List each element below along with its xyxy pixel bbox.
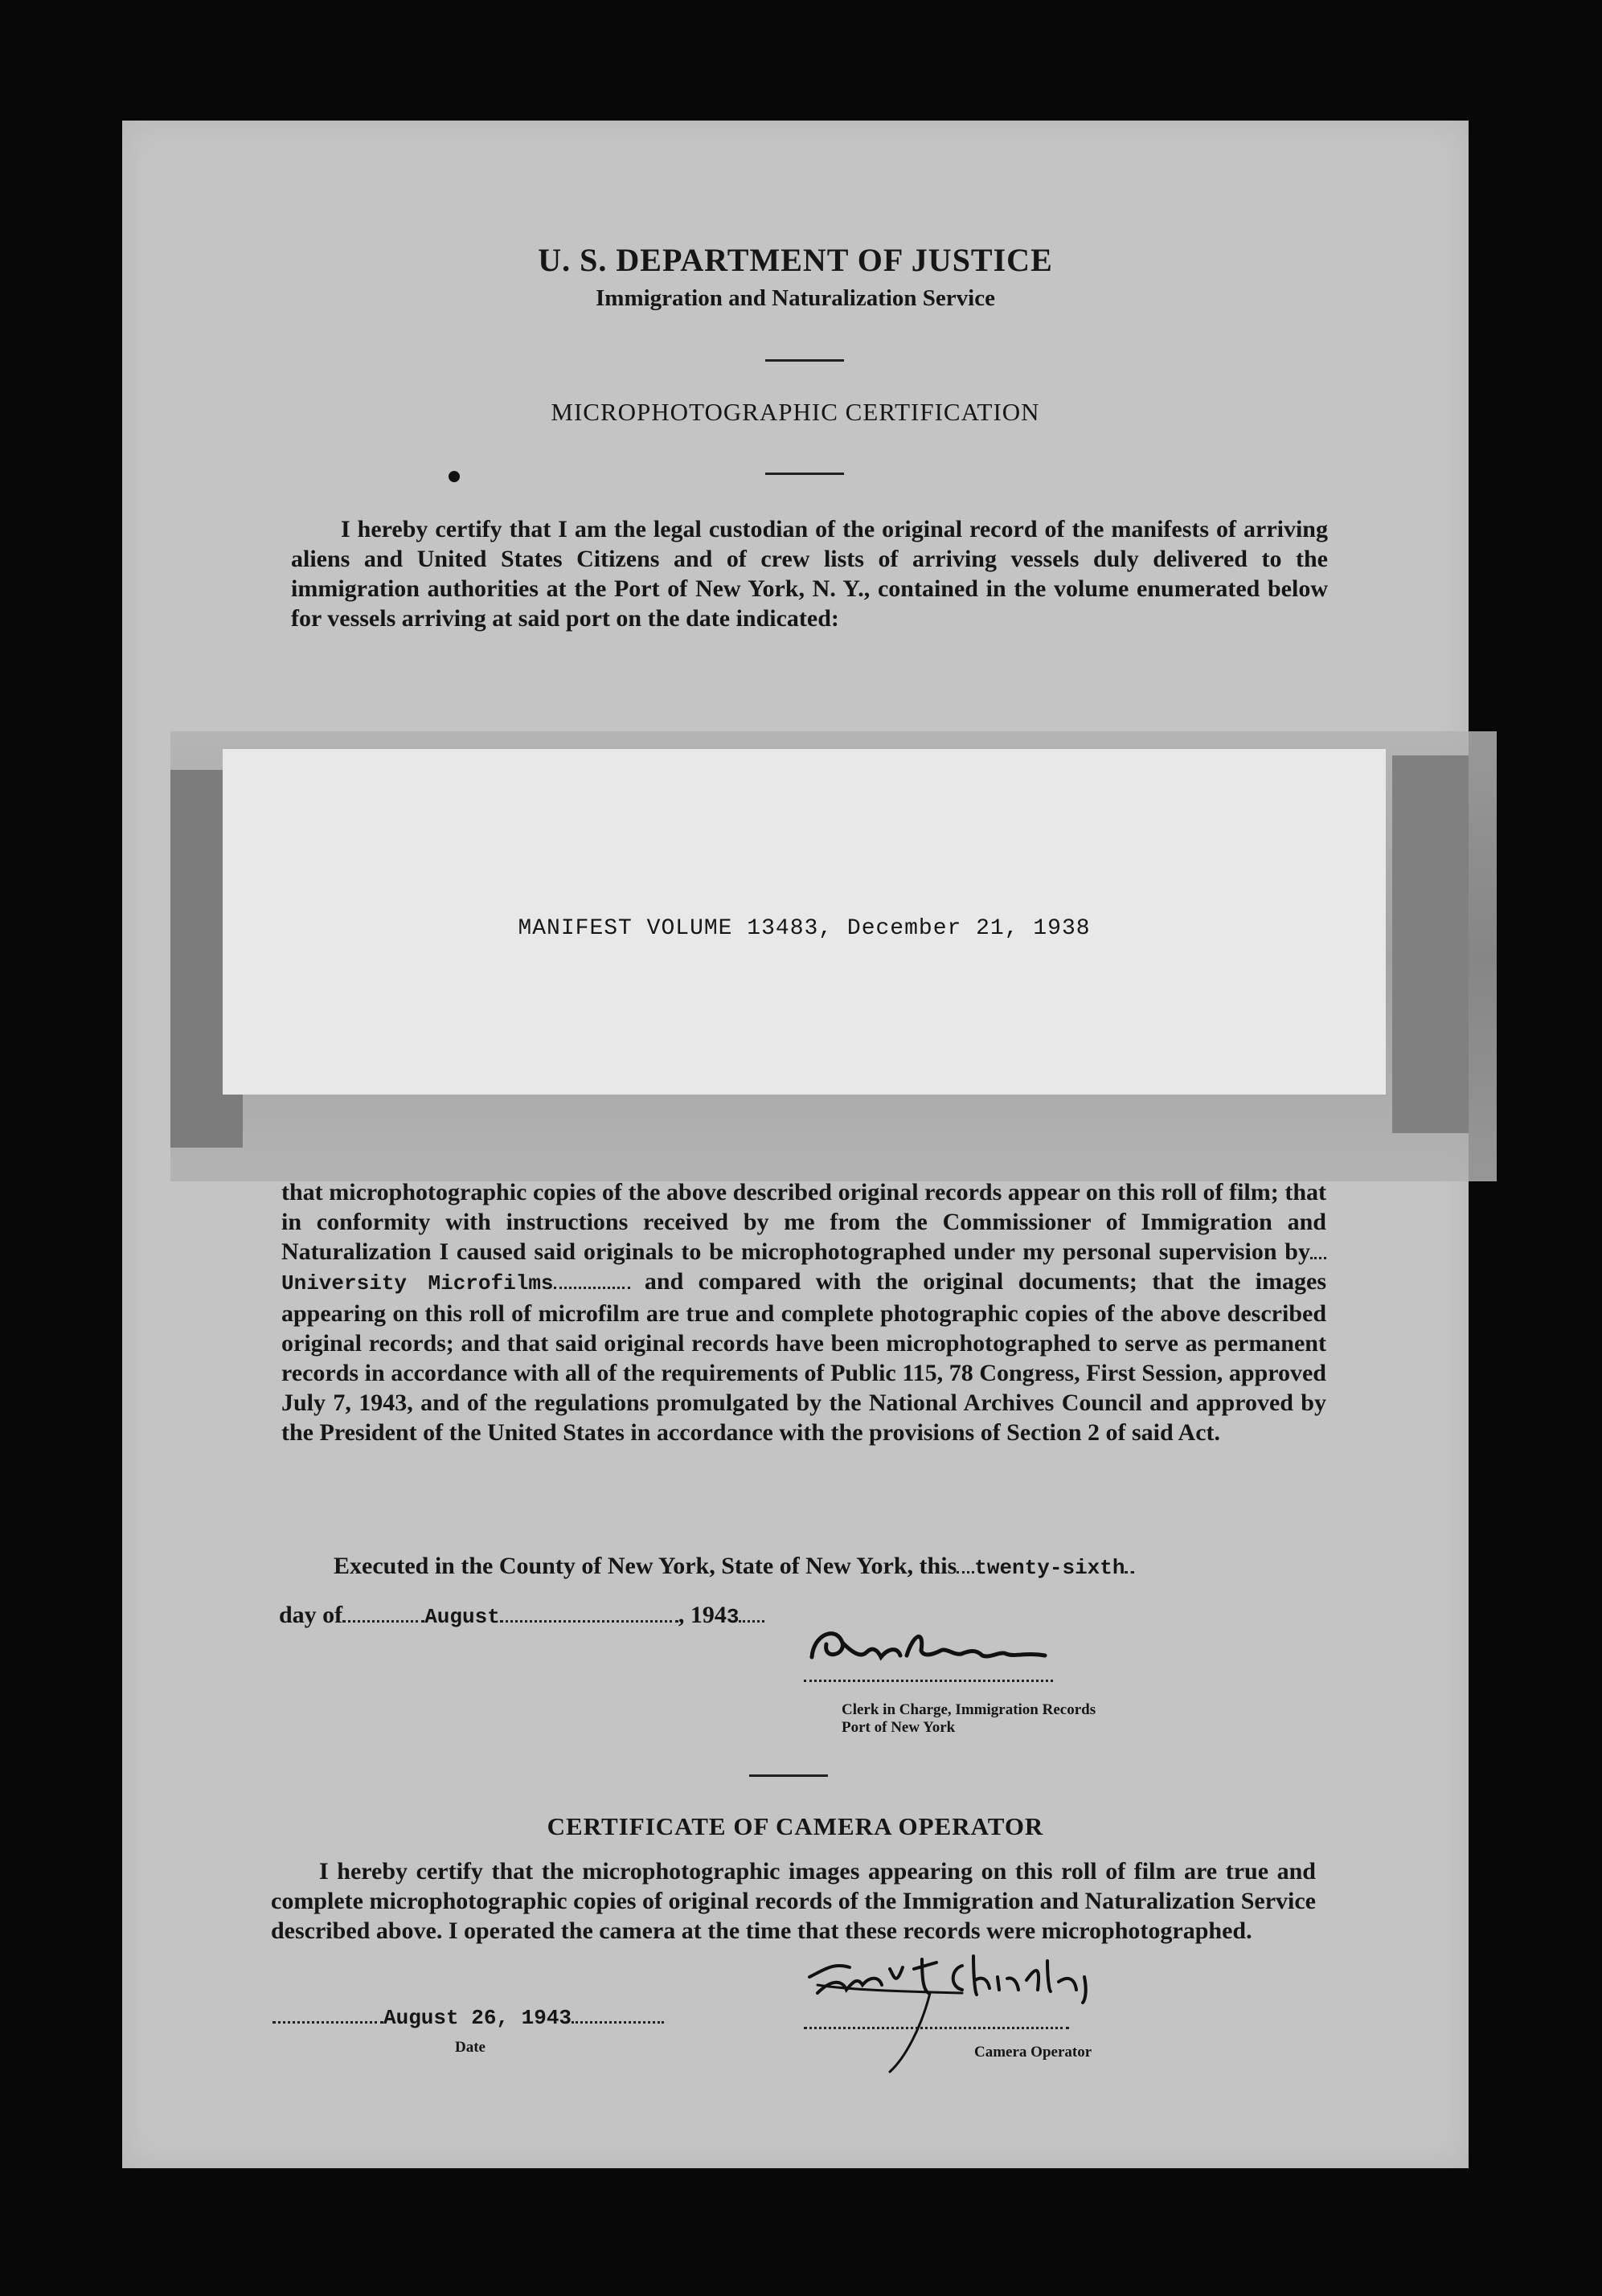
date-line — [279, 1602, 764, 1629]
bullet-mark — [449, 471, 460, 482]
body-text-part2: and compared with the original documents; that the images appearing on this roll of microfilm are true and complete photographic copies of the above described original records; and that said original records have been microphotographed to serve as permanent records in accordance with all of the requirements of Public 115, 78 Congress, First Session, approved July 7, 1943, and of the regulations promulgated by the National Archives Council and approved by the President of the United States in accordance with the provisions of Section 2 of said Act. — [281, 1268, 1326, 1446]
department-title: U. S. DEPARTMENT OF JUSTICE — [538, 242, 1053, 278]
execution-line — [334, 1553, 1134, 1580]
date-label: Date — [455, 2039, 486, 2056]
clerk-signature-line — [804, 1680, 1053, 1682]
divider — [765, 473, 844, 475]
operator-signature-line — [804, 2027, 1069, 2029]
month-value: August — [424, 1605, 500, 1629]
filmed-by-value: University Microfilms — [281, 1271, 554, 1295]
volume-label-card — [223, 749, 1386, 1095]
day-value: twenty-sixth — [974, 1556, 1125, 1580]
certification-title: MICROPHOTOGRAPHIC CERTIFICATION — [551, 398, 1040, 426]
divider — [749, 1774, 828, 1777]
certificate-sheet — [122, 121, 1469, 2168]
year-prefix: , 194 — [678, 1602, 727, 1628]
day-of-label: day of — [279, 1602, 343, 1628]
executed-text: Executed in the County of New York, State of New York, this — [334, 1553, 957, 1579]
custodian-paragraph: I hereby certify that I am the legal custodian of the original record of the manifests of arriving aliens and United States Citizens and of crew lists of arriving vessels duly delivered to the immigration authorities at the Port of New York, N. Y., contained in the volume enumerated below for vessels arriving at said port on the date indicated: — [291, 516, 1328, 632]
label-strip-edge-right — [1392, 755, 1469, 1133]
clerk-title-line2: Port of New York — [842, 1719, 956, 1736]
divider — [765, 359, 844, 362]
clerk-title-line1: Clerk in Charge, Immigration Records — [842, 1701, 1096, 1718]
body-text-part1: that microphotographic copies of the above described original records appear on this roll of film; that in conformity with instructions received by me from the Commissioner of Immigration and Naturalization I caused said originals to be microphotographed under my personal supervision by — [281, 1179, 1326, 1265]
camera-operator-label: Camera Operator — [974, 2044, 1092, 2061]
camera-operator-paragraph: I hereby certify that the microphotographic images appearing on this roll of film are true and complete microphotographic copies of original records of the Immigration and Naturalization Service described above. I operated the camera at the time that these records were microphotographed. — [271, 1858, 1316, 1944]
year-digit: 3 — [726, 1605, 740, 1629]
operator-date-value: August 26, 1943 — [383, 2006, 572, 2030]
clerk-signature — [804, 1619, 1053, 1683]
certification-body — [281, 1177, 1326, 1447]
camera-operator-heading: CERTIFICATE OF CAMERA OPERATOR — [547, 1812, 1044, 1840]
manifest-volume-text: MANIFEST VOLUME 13483, December 21, 1938 — [518, 916, 1091, 941]
operator-date-line — [272, 2003, 664, 2030]
service-subtitle: Immigration and Naturalization Service — [596, 285, 995, 311]
